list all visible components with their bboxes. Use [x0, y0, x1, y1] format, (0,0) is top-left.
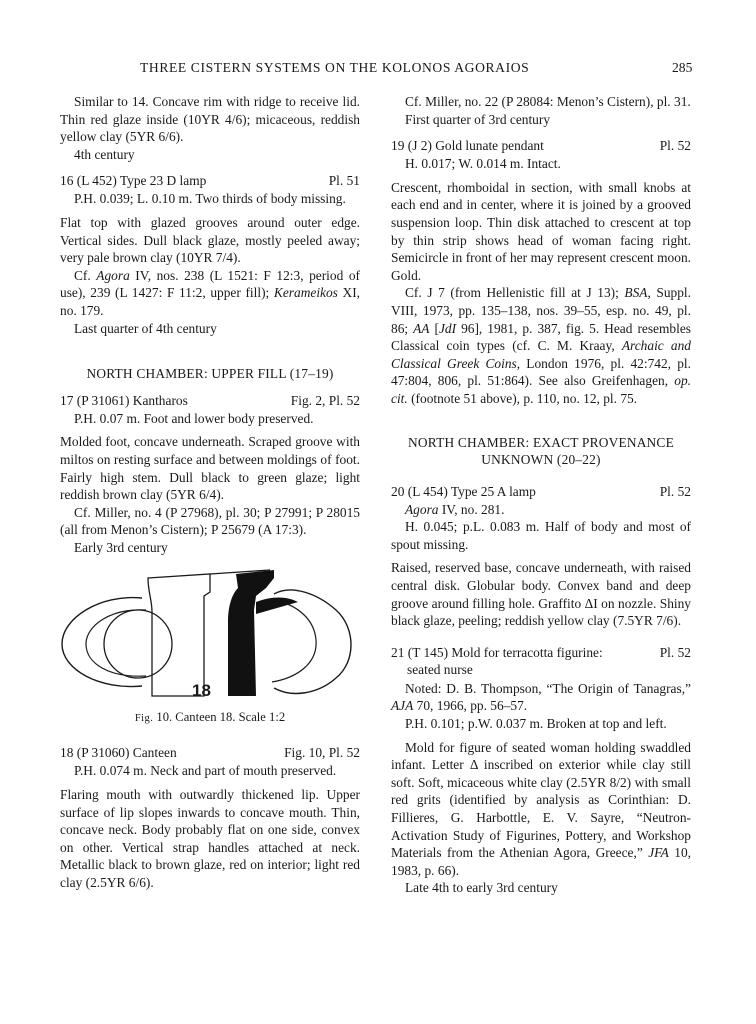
entry-17-heading [60, 392, 360, 410]
entry-19-heading [391, 137, 691, 155]
figure-10 [60, 566, 360, 732]
entry-21-dimensions: P.H. 0.101; p.W. 0.037 m. Broken at top and left. [405, 716, 667, 732]
entry-20-plate: Pl. 52 [659, 483, 691, 499]
entry-16-plate: Pl. 51 [328, 173, 360, 189]
left-column [60, 93, 360, 892]
entry-21-title-line2: seated nurse [407, 662, 473, 678]
entry-20-heading [391, 483, 691, 501]
entry-18-description: Flaring mouth with outwardly thickened lip. Upper surface of lip slopes inwards to concave mouth. Thin, concave neck. Body probably flat on one side, convex on other. Vertical strap handles attached at neck. Metallic black to brown glaze, red on interior; light red clay (2.5YR 6/6). [60, 787, 360, 891]
entry-20-reference: Agora IV, no. 281. [405, 501, 505, 517]
entry-18-heading [60, 744, 360, 762]
figure-caption: Fig. 10. Canteen 18. Scale 1:2 [134, 710, 286, 725]
running-head [0, 59, 756, 79]
entry-17-date: Early 3rd century [74, 539, 168, 555]
entry-16-description: Flat top with glazed grooves around outer edge. Vertical sides. Dull black glaze, mostly peeled away; very pale brown clay (10YR 7/4). [60, 214, 360, 266]
left-handle-inner [86, 610, 146, 676]
entry-19-title: 19 (J 2) Gold lunate pendant [391, 138, 544, 154]
entry-18-comparanda: Cf. Miller, no. 22 (P 28084: Menon’s Cistern), pl. 31. [405, 94, 691, 109]
entry-20-description: Raised, reserved base, concave underneath, with raised central disk. Globular body. Convex band and deep groove around filling hole. Graffito ΔI on nozzle. Shiny black glaze, peeling; reddish yellow clay (7.5YR 7/6). [391, 560, 691, 629]
entry-21-description: Mold for figure of seated woman holding swaddled infant. Letter Δ inscribed on exterior while clay still soft. Soft, micaceous white clay (2.5YR 8/2) with small red grits (identified by analysis as Corinthian: D. Fillieres, G. Harbottle, E. V. Sayre, “Neutron-Activation Study of Figurines, Pottery, and Workshop Materials from the Athenian Agora, Greece,” JFA 10, 1983, p. 66). [391, 739, 691, 878]
entry-16-comparanda: Cf. Agora IV, nos. 238 (L 1521: F 12:3, period of use), 239 (L 1427: F 11:2, upper fill); Kerameikos XI, no. 179. [60, 267, 361, 318]
entry-18-title: 18 (P 31060) Canteen [60, 745, 177, 761]
entry-17-dimensions: P.H. 0.07 m. Foot and lower body preserved. [74, 410, 314, 426]
entry-18-plate: Fig. 10, Pl. 52 [284, 745, 360, 761]
left-ring [104, 610, 172, 678]
entry-18-dimensions: P.H. 0.074 m. Neck and part of mouth preserved. [74, 763, 337, 779]
entry-21-plate: Pl. 52 [659, 644, 691, 660]
entry-20-dimensions: H. 0.045; p.L. 0.083 m. Half of body and most of spout missing. [391, 519, 691, 552]
entry-19-dimensions: H. 0.017; W. 0.014 m. Intact. [405, 156, 561, 172]
entry-21-noted: Noted: D. B. Thompson, “The Origin of Tanagras,” AJA 70, 1966, pp. 56–57. [391, 680, 691, 714]
entry-16-dimensions: P.H. 0.039; L. 0.10 m. Two thirds of body missing. [74, 191, 346, 207]
entry-16-heading [60, 172, 360, 190]
figure-number-label: 18 [192, 681, 211, 701]
entry-19-plate: Pl. 52 [659, 138, 691, 154]
entry-16-date: Last quarter of 4th century [74, 320, 217, 336]
section-heading-exact-provenance: NORTH CHAMBER: EXACT PROVENANCE [408, 434, 674, 450]
neck-exterior [148, 574, 210, 696]
entry-17-plate: Fig. 2, Pl. 52 [290, 392, 360, 408]
entry-17-comparanda: Cf. Miller, no. 4 (P 27968), pl. 30; P 27991; P 28015 (all from Menon’s Cistern); P 25679 (A 17:3). [60, 504, 360, 538]
entry-17-title: 17 (P 31061) Kantharos [60, 392, 188, 408]
right-handle-inner [270, 600, 316, 682]
entry-17-description: Molded foot, concave underneath. Scraped groove with miltos on resting surface and between moldings of foot. Fairly high stem. Dull black to green glaze; light reddish brown clay (5YR 6/4). [60, 434, 360, 503]
entry-15-date: 4th century [74, 146, 135, 162]
entry-21-heading [391, 644, 691, 680]
entry-15-continuation: Similar to 14. Concave rim with ridge to receive lid. Thin red glaze inside (10YR 4/6); micaceous, reddish yellow clay (5YR 6/6). [60, 94, 360, 145]
page-number: 285 [672, 60, 693, 75]
right-column [391, 93, 691, 897]
entry-16-title: 16 (L 452) Type 23 D lamp [60, 173, 207, 189]
section-profile [228, 570, 274, 696]
entry-18-date: First quarter of 3rd century [405, 111, 551, 127]
entry-21-date: Late 4th to early 3rd century [405, 880, 558, 896]
entry-20-title: 20 (L 454) Type 25 A lamp [391, 483, 536, 499]
running-title: THREE CISTERN SYSTEMS ON THE KOLONOS AGORAIOS [140, 60, 530, 75]
entry-21-title: 21 (T 145) Mold for terracotta figurine: [391, 644, 603, 660]
section-heading-upper-fill: NORTH CHAMBER: UPPER FILL (17–19) [86, 366, 334, 382]
section-heading-exact-provenance-line2: UNKNOWN (20–22) [481, 452, 601, 468]
entry-19-description: Crescent, rhomboidal in section, with small knobs at each end and in center, where it is joined by a grooved suspension loop. Thin disk attached to crescent at top by thin strip shows head of woman facing right. Semicircle in front of her may represent crescent moon. Gold. [391, 179, 691, 283]
entry-19-comparanda: Cf. J 7 (from Hellenistic fill at J 13); BSA, Suppl. VIII, 1973, pp. 135–138, nos. 39–55, esp. no. 49, pl. 86; AA [JdI 96], 1981, p. 387, fig. 5. Head resembles Classical coin types (cf. C. M. Kraay, Archaic and Classical Greek Coins, London 1976, pl. 42:742, pl. 47:804, 806, pl. 51:864). See also Greifenhagen, op. cit. (footnote 51 above), p. 110, no. 12, pl. 75. [391, 285, 692, 406]
